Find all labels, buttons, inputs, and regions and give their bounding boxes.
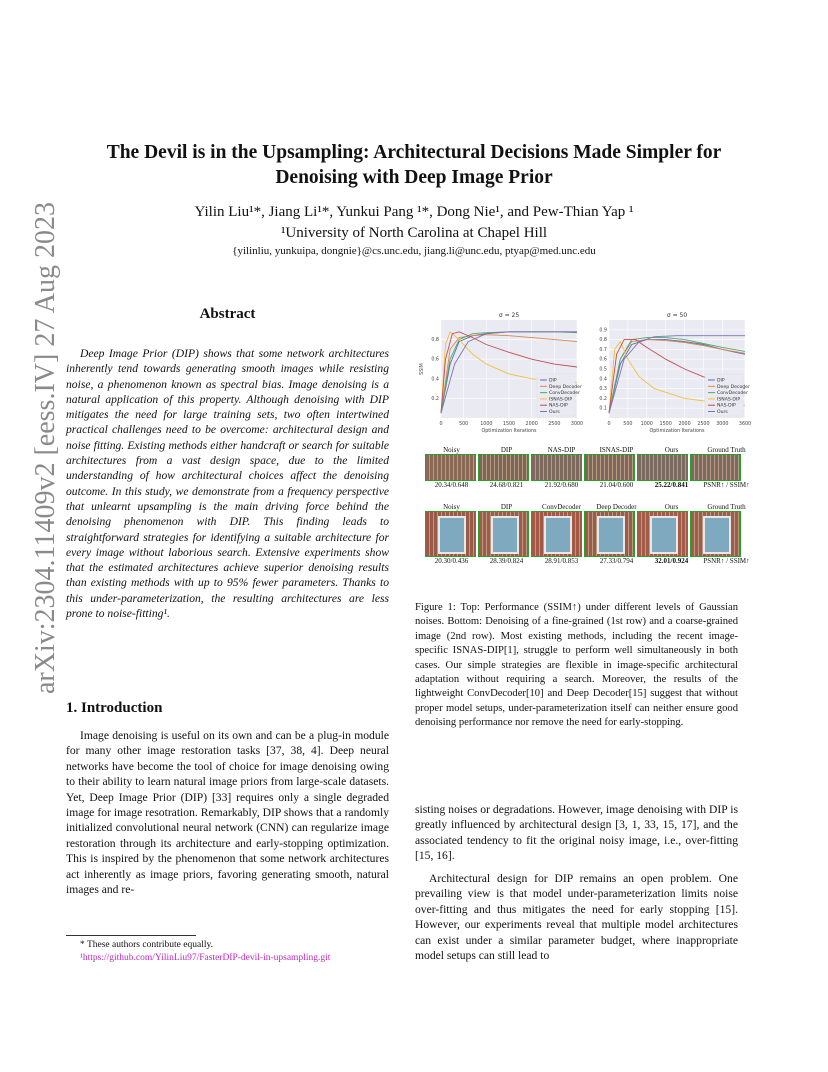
y-tick-label: 0.5 <box>599 367 607 373</box>
metric-value: 21.92/0.680 <box>544 481 579 489</box>
x-tick-label: 0 <box>607 422 611 427</box>
figure-row-1 <box>425 446 753 489</box>
intro-heading: 1. Introduction <box>66 700 163 716</box>
result-thumbnail <box>690 454 741 481</box>
footnote-equal: * These authors contribute equally. <box>80 940 213 950</box>
window-shape <box>544 516 572 554</box>
y-tick-label: 0.6 <box>431 357 439 363</box>
legend-entry: Deep Decoder <box>717 384 750 390</box>
x-tick-label: 3600 <box>738 422 752 427</box>
row1-labels <box>425 446 753 454</box>
metric-value: 25.22/0.841 <box>654 481 689 489</box>
row2-values <box>425 557 753 565</box>
method-label: Ground Truth <box>707 446 746 454</box>
footnote-link[interactable]: ¹https://github.com/YilinLiu97/FasterDIP-devil-in-upsampling.git <box>80 953 331 963</box>
y-tick-label: 0.4 <box>431 377 439 383</box>
title-line-2: Denoising with Deep Image Prior <box>275 167 553 188</box>
legend-entry: NAS-DIP <box>549 403 568 409</box>
chart-sigma50 <box>585 308 752 440</box>
y-tick-label: 0.6 <box>599 357 607 363</box>
x-tick-label: 2500 <box>697 422 710 427</box>
chart-title: σ = 50 <box>666 312 688 319</box>
legend-entry: Deep Decoder <box>549 384 582 390</box>
x-tick-label: 1500 <box>659 422 672 427</box>
right-paragraph-1: sisting noises or degradations. However, image denoising with DIP is greatly influenced by architectural design [3, 1, 33, 15, 17], and the associated tendency to fit the original noisy image, i.e., over-fitting [15, 16]. <box>415 803 738 863</box>
method-label: Ground Truth <box>707 503 746 511</box>
y-tick-label: 0.8 <box>431 338 439 344</box>
row1-images <box>425 454 753 481</box>
chart-title: σ = 25 <box>498 312 520 319</box>
paper-title <box>80 140 748 190</box>
y-tick-label: 0.7 <box>599 347 607 353</box>
method-label: ISNAS-DIP <box>599 446 634 454</box>
window-shape <box>650 516 678 554</box>
chart-sigma25 <box>417 308 584 440</box>
metric-value: 20.30/0.436 <box>434 557 469 565</box>
arxiv-stamp: arXiv:2304.11409v2 [eess.IV] 27 Aug 2023 <box>30 202 61 695</box>
window-shape <box>597 516 625 554</box>
emails: {yilinliu, yunkuipa, dongnie}@cs.unc.edu, jiang.li@unc.edu, ptyap@med.unc.edu <box>232 245 596 257</box>
method-label: NAS-DIP <box>547 446 576 454</box>
method-label: ConvDecoder <box>542 503 581 511</box>
window-shape <box>491 516 519 554</box>
legend-entry: NAS-DIP <box>717 403 736 409</box>
legend-entry: ConvDecoder <box>549 391 580 397</box>
result-thumbnail <box>478 511 529 557</box>
legend-entry: Ours <box>549 410 560 415</box>
legend-entry: DIP <box>549 378 557 384</box>
method-label: Ours <box>664 503 679 511</box>
result-thumbnail <box>637 454 688 481</box>
figure-row-2 <box>425 503 753 565</box>
y-tick-label: 0.2 <box>431 396 439 402</box>
result-thumbnail <box>531 511 582 557</box>
metric-value: 28.91/0.853 <box>544 557 579 565</box>
x-axis-label: Optimization Iterations <box>649 429 705 434</box>
method-label: Deep Decoder <box>596 503 637 511</box>
x-tick-label: 3000 <box>716 422 729 427</box>
x-tick-label: 1000 <box>480 422 493 427</box>
footnote-rule <box>66 935 196 936</box>
legend-entry: ISNAS-DIP <box>717 397 741 403</box>
metric-value: 20.34/0.648 <box>434 481 469 489</box>
method-label: Noisy <box>443 446 460 454</box>
right-paragraph-2: Architectural design for DIP remains an open problem. One prevailing view is that model under-parameterization limits noise over-fitting and thus mitigates the need for early stopping [15]. However, our experiments reveal that multiple model architectures can exist under a similar parameter budget, where inappropriate model setups can still lead to <box>415 872 738 963</box>
intro-paragraph: Image denoising is useful on its own and can be a plug-in module for many other image restoration tasks [37, 38, 4]. Deep neural networks have become the tool of choice for image denoising owing to their ability to learn natural image priors from large-scale datasets. Yet, Deep Image Prior (DIP) [33] requires only a single degraded image for image resotration. Remarkably, DIP shows that a randomly initialized convolutional neural network (CNN) can regularize image restoration through its architecture and early-stopping optimization. This is inspired by the phenomenon that some network architectures act inherently as image priors, favoring generating smooth, natural images and re- <box>66 729 389 897</box>
row2-images <box>425 511 753 557</box>
figure-caption: Figure 1: Top: Performance (SSIM↑) under different levels of Gaussian noises. Bottom: Denoising of a fine-grained (1st row) and a coarse-grained image (2nd row). Most existing methods, including the recent image-specific ISNAS-DIP[1], struggle to perform well simultaneously in both cases. Our simple strategies are flexible in image-specific architectural adaptation without requiring a search. Moreover, the results of the lightweight ConvDecoder[10] and Deep Decoder[15] suggest that without proper model setups, under-parameterization itself can neither ensure good denoising performance nor remove the need for early-stopping. <box>415 602 738 729</box>
result-thumbnail <box>584 454 635 481</box>
legend-entry: ConvDecoder <box>717 391 748 397</box>
x-tick-label: 1500 <box>502 422 516 427</box>
method-label: Noisy <box>443 503 460 511</box>
y-tick-label: 0.1 <box>599 406 607 412</box>
metric-value: 21.04/0.600 <box>599 481 634 489</box>
metric-value: PSNR↑ / SSIM↑ <box>703 481 750 489</box>
metric-value: 32.01/0.924 <box>654 557 689 565</box>
x-axis-label: Optimization Iterations <box>481 429 537 434</box>
affiliation: ¹University of North Carolina at Chapel Hill <box>280 225 548 241</box>
row2-labels <box>425 503 753 511</box>
x-tick-label: 500 <box>623 422 633 427</box>
result-thumbnail <box>690 511 741 557</box>
row1-values <box>425 481 753 489</box>
result-thumbnail <box>425 454 476 481</box>
y-tick-label: 0.8 <box>599 338 607 344</box>
method-label: DIP <box>500 503 513 511</box>
metric-value: 28.39/0.824 <box>489 557 524 565</box>
x-tick-label: 2000 <box>678 422 691 427</box>
result-thumbnail <box>584 511 635 557</box>
x-tick-label: 2500 <box>548 422 561 427</box>
abstract-heading: Abstract <box>199 306 256 322</box>
abstract-text: Deep Image Prior (DIP) shows that some network architectures inherently tend towards generating smooth images while resisting noise, a phenomenon known as spectral bias. Image denoising is a natural application of this property. Although denoising with DIP mitigates the need for large training sets, two often intertwined practical challenges need to be overcome: architectural design and noise fitting. Existing methods either handcraft or search for suitable architectures from a vast design space, due to the limited understanding of how architectural choices affect the denoising outcome. In this study, we demonstrate from a frequency perspective that unlearnt upsampling is the main driving force behind the denoising phenomenon with DIP. This finding leads to straightforward strategies for identifying a suitable architecture for every image without laborious search. Extensive experiments show that the estimated architectures achieve superior denoising results than existing methods with up to 95% fewer parameters. Thanks to this under-parameterization, the resulting architectures are less prone to noise-fitting¹. <box>66 347 389 621</box>
x-tick-label: 500 <box>459 422 469 427</box>
x-tick-label: 0 <box>439 422 443 427</box>
authors: Yilin Liu¹*, Jiang Li¹*, Yunkui Pang ¹*, Dong Nie¹, and Pew-Thian Yap ¹ <box>194 204 634 220</box>
result-thumbnail <box>425 511 476 557</box>
window-shape <box>438 516 466 554</box>
y-tick-label: 0.4 <box>599 377 607 383</box>
y-tick-label: 0.3 <box>599 387 607 393</box>
method-label: DIP <box>500 446 513 454</box>
result-thumbnail <box>531 454 582 481</box>
metric-value: 24.68/0.821 <box>489 481 524 489</box>
x-tick-label: 1000 <box>640 422 653 427</box>
method-label: Ours <box>664 446 679 454</box>
y-axis-label: SSIM <box>420 363 425 375</box>
y-tick-label: 0.9 <box>599 328 607 334</box>
legend-entry: Ours <box>717 410 728 415</box>
result-thumbnail <box>637 511 688 557</box>
window-shape <box>703 516 731 554</box>
y-tick-label: 0.2 <box>599 396 607 402</box>
result-thumbnail <box>478 454 529 481</box>
legend-entry: DIP <box>717 378 725 384</box>
x-tick-label: 3000 <box>570 422 584 427</box>
x-tick-label: 2000 <box>525 422 538 427</box>
title-line-1: The Devil is in the Upsampling: Architectural Decisions Made Simpler for <box>106 142 722 163</box>
legend-entry: ISNAS-DIP <box>549 397 573 403</box>
metric-value: PSNR↑ / SSIM↑ <box>703 557 750 565</box>
metric-value: 27.33/0.794 <box>599 557 634 565</box>
